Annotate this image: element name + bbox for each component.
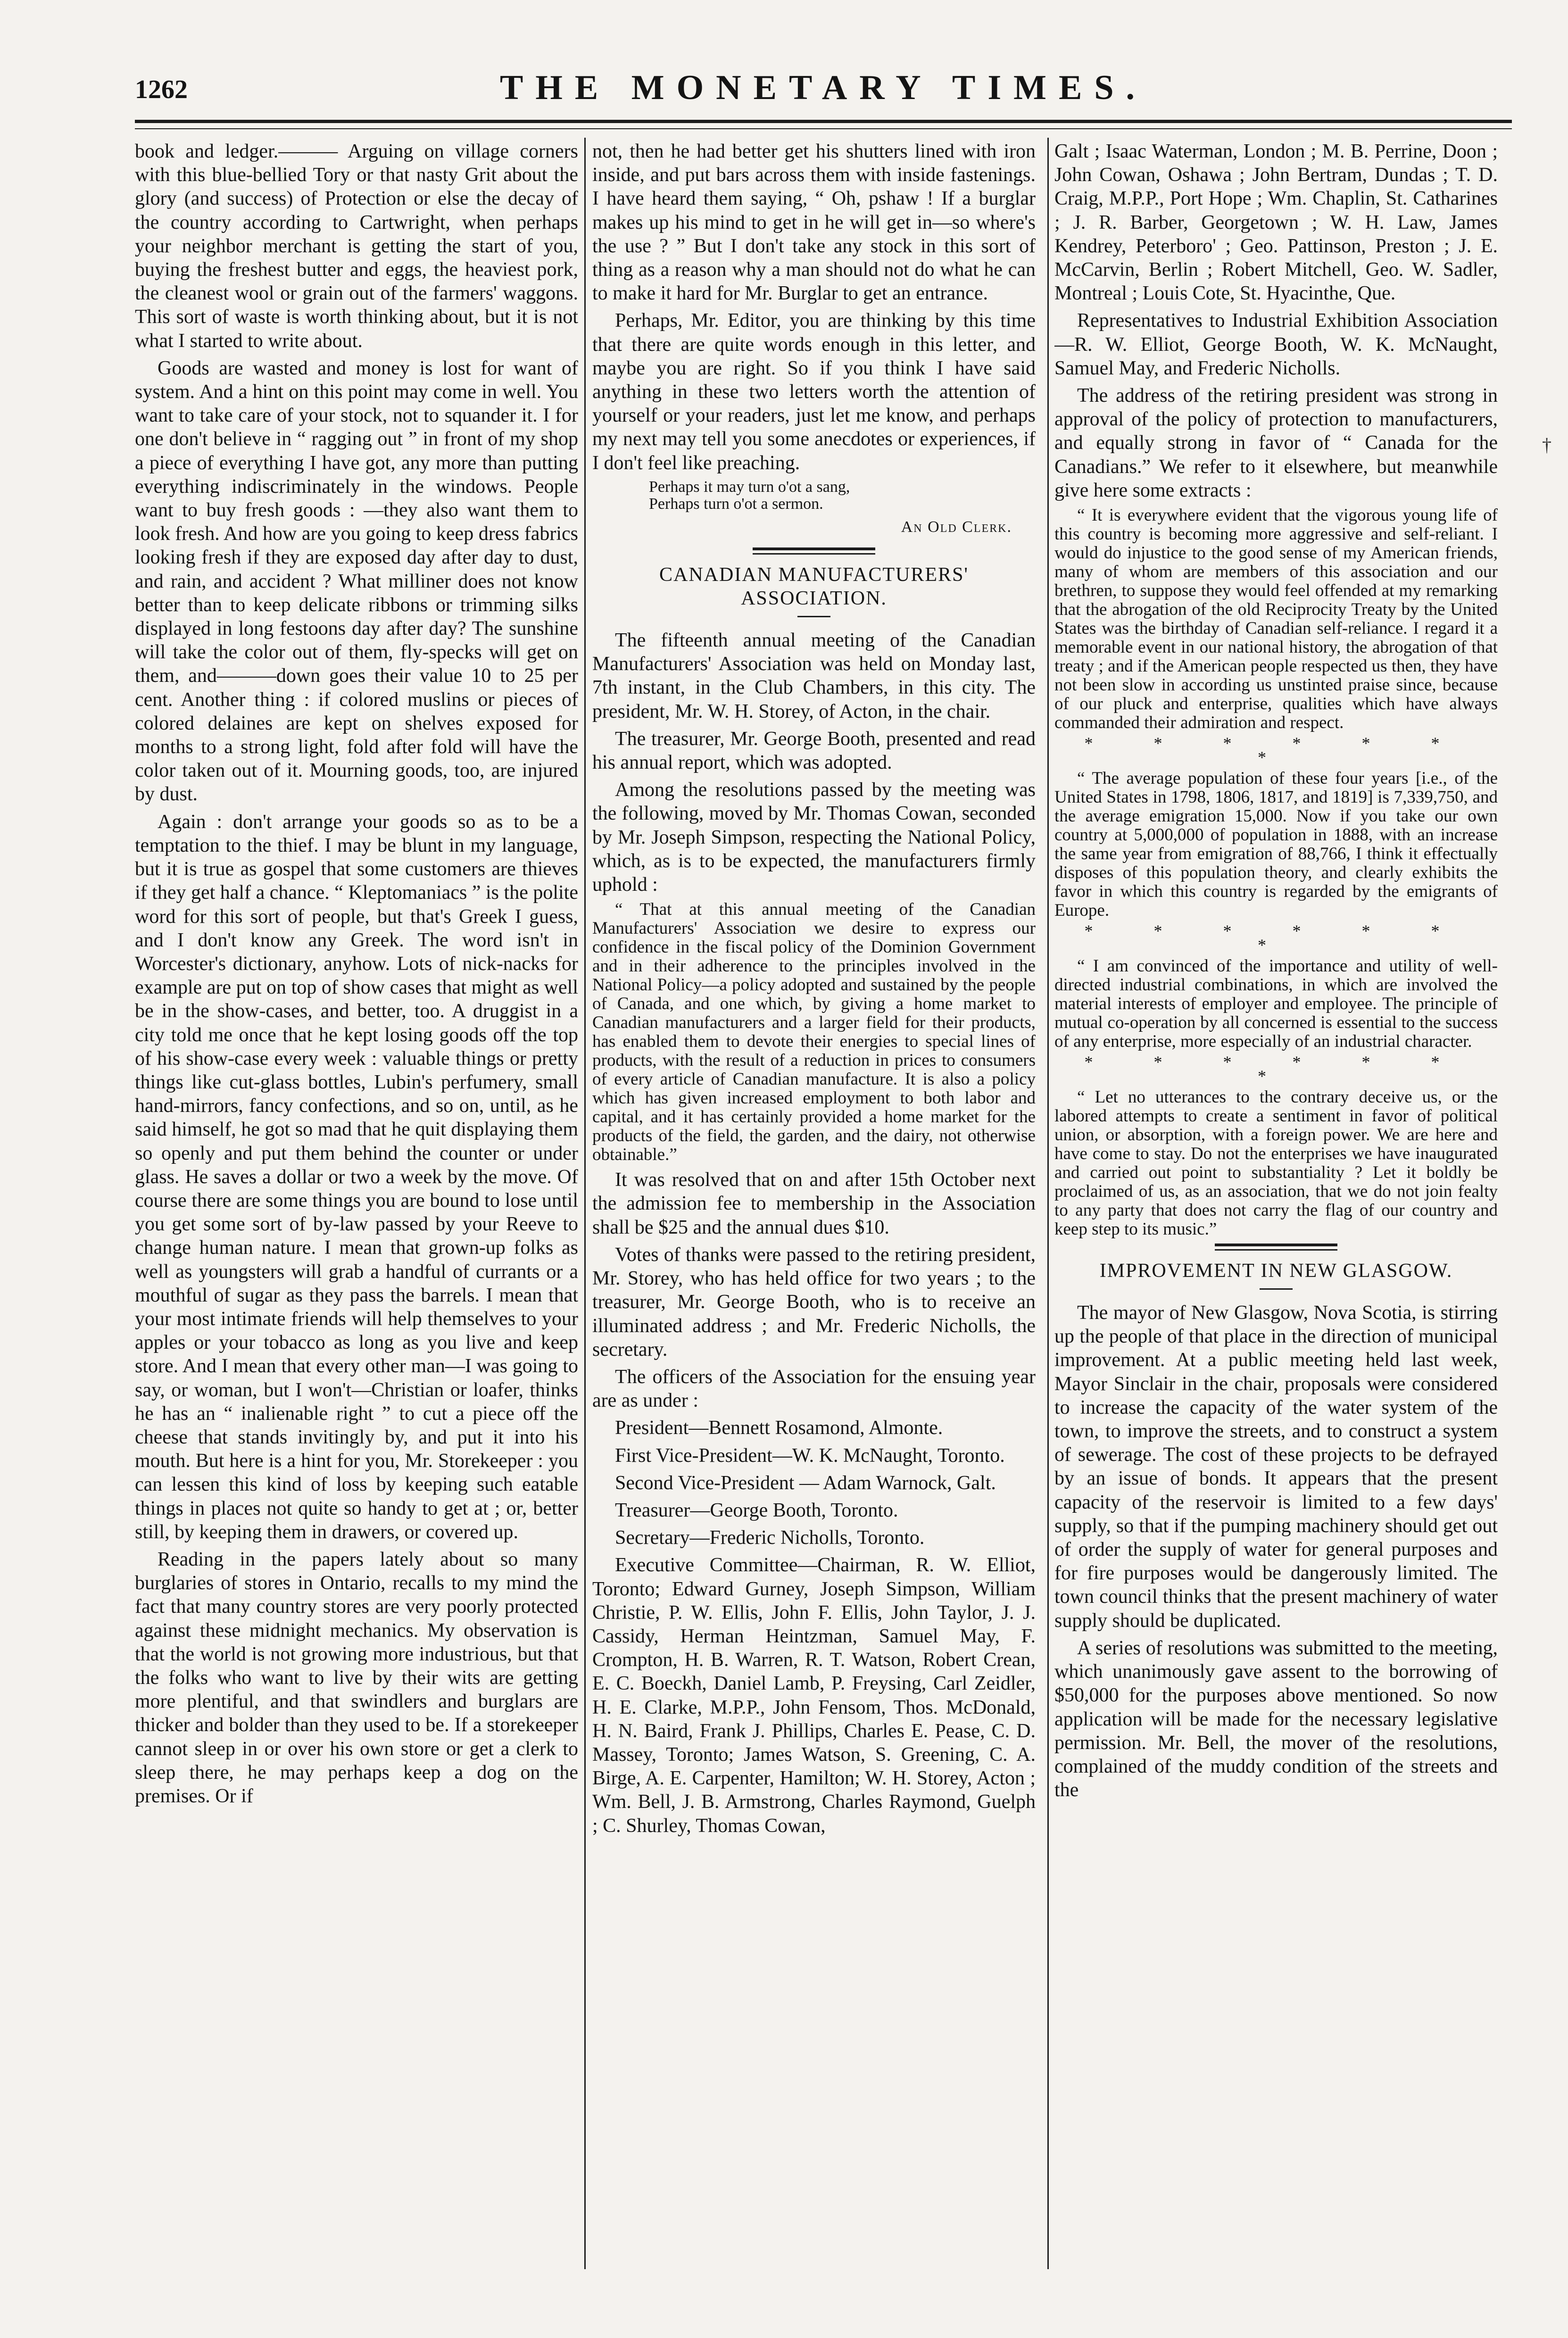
journal-title: THE MONETARY TIMES.: [500, 68, 1147, 107]
paragraph: The fifteenth annual meeting of the Canadian Manufacturers' Association was held on Monday last, 7th instant, in the Club Chambers, in this city. The president, Mr. W. H. Storey, of Acton, in the chair.: [592, 630, 1036, 722]
paragraph: Treasurer—George Booth, Toronto.: [615, 1499, 898, 1521]
paragraph: Second Vice-President — Adam Warnock, Galt.: [615, 1472, 996, 1494]
paragraph: “ I am convinced of the importance and utility of well-directed industrial combinations, in which are involved the material interests of employer and employee. The principle of mutual co-operation by all concerned is essential to the success of any enterprise, more especially of an industrial character.: [1054, 956, 1498, 1052]
paragraph: Representatives to Industrial Exhibition Association—R. W. Elliot, George Booth, W. K. McNaught, Samuel May, and Frederic Nicholls.: [1054, 310, 1498, 379]
page-header: [135, 68, 1512, 113]
paragraph: President—Bennett Rosamond, Almonte.: [615, 1417, 943, 1439]
paragraph: Reading in the papers lately about so many burglaries of stores in Ontario, recalls to my mind the fact that many country stores are very poorly protected against these midnight mechanics. My observation is that the world is not growing more industrious, but that the folks who want to live by their wits are getting more plentiful, and that swindlers and burglars are thicker and bolder than they used to be. If a storekeeper cannot sleep in or over his own store or get a clerk to sleep there, he may perhaps keep a dog on the premises. Or if: [135, 1548, 578, 1807]
paragraph: “ The average population of these four years [i.e., of the United States in 1798, 1806, 1817, and 1819] is 7,339,750, and the average emigration 15,000. Now if you take our own country at 5,000,000 of population in 1888, with an increase the same year from emigration of 88,766, I think it effectually disposes of this population theory, and clearly exhibits the favor in which this country is regarded by the emigrants of Europe.: [1054, 769, 1498, 920]
verse-line: Perhaps turn o'ot a sermon.: [649, 495, 823, 513]
column-middle: [592, 140, 1036, 2290]
ellipsis-stars: * * * * * * *: [1084, 921, 1468, 955]
ellipsis-stars: * * * * * * *: [1084, 1053, 1468, 1086]
paragraph: It was resolved that on and after 15th October next the admission fee to membership in the Association shall be $25 and the annual dues $10.: [592, 1169, 1036, 1238]
paragraph: Among the resolutions passed by the meeting was the following, moved by Mr. Thomas Cowan, seconded by Mr. Joseph Simpson, respecting the National Policy, which, as is to be expected, the manufacturers firmly uphold :: [592, 779, 1036, 896]
verse-line: Perhaps it may turn o'ot a sang,: [649, 478, 850, 496]
letter-continuation: [592, 140, 1036, 475]
paragraph: Goods are wasted and money is lost for want of system. And a hint on this point may come in well. You want to take care of your stock, not to squander it. I for one don't believe in “ ragging out ” in front of my shop a piece of everything I have got, any more than putting everything indiscriminately in the windows. People want to buy fresh goods : —they also want them to look fresh. And how are you going to keep dress fabrics looking fresh if they are exposed day after day to dust, and rain, and accident ? What milliner does not know better than to keep delicate ribbons or trimming silks displayed in long festoons day after day? The sunshine will take the color out of them, fly-specks will get on them, and———down goes their value 10 to 25 per cent. Another thing : if colored muslins or pieces of colored delaines are kept on shelves exposed for months to a strong light, fold after fold will have the color taken out of it. Mourning goods, too, are injured by dust.: [135, 357, 578, 805]
header-rule-thin: [135, 128, 1512, 129]
column-left: [135, 140, 578, 2290]
heading-rule: [1260, 1288, 1293, 1290]
section-divider: [592, 547, 1036, 555]
paragraph: The treasurer, Mr. George Booth, presented and read his annual report, which was adopted.: [592, 728, 1036, 774]
section-heading-new-glasgow: IMPROVEMENT IN NEW GLASGOW.: [1099, 1260, 1453, 1282]
paragraph: Secretary—Frederic Nicholls, Toronto.: [615, 1527, 925, 1549]
page-number: 1262: [135, 75, 188, 104]
ellipsis-stars: * * * * * * *: [1084, 734, 1468, 767]
paragraph: The officers of the Association for the ensuing year are as under :: [592, 1366, 1036, 1412]
letter-signature: An Old Clerk.: [901, 518, 1012, 536]
paragraph: book and ledger.——— Arguing on village corners with this blue-bellied Tory or that nasty Grit about the glory (and success) of Protection or else the decay of the country according to Cartwright, when perhaps your neighbor merchant is getting the start of you, buying the freshest butter and eggs, the heaviest pork, the cleanest wool or grain out of the farmers' waggons. This sort of waste is worth thinking about, but it is not what I started to write about.: [135, 141, 578, 352]
article-new-glasgow: [1054, 1301, 1498, 1802]
paragraph: not, then he had better get his shutters lined with iron inside, and put bars across them with inside fastenings. I have heard them saying, “ Oh, pshaw ! If a burglar makes up his mind to get in he will get in—so where's the use ? ” But I don't take any stock in this sort of thing as a reason why a man should not do what he can to make it hard for Mr. Burglar to get an entrance.: [592, 141, 1036, 305]
section-heading-manufacturers: CANADIAN MANUFACTURERS' ASSOCIATION.: [659, 564, 969, 610]
paragraph: Votes of thanks were passed to the retiring president, Mr. Storey, who has held office for two years ; to the treasurer, Mr. George Booth, who is to receive an illuminated address ; and Mr. Frederic Nicholls, the secretary.: [592, 1244, 1036, 1360]
article-manufacturers-continued: [1054, 140, 1498, 1239]
header-rule-thick: [135, 120, 1512, 123]
heading-rule: [797, 616, 830, 617]
paragraph: “ Let no utterances to the contrary deceive us, or the labored attempts to create a sentiment in favor of political union, or absorption, with a foreign power. We are here and have come to stay. Do not the enterprises we have inaugurated and carried out point to substantiality ? Let it boldly be proclaimed of us, as an association, that we do not join fealty to any party that does not carry the flag of our country and keep step to its music.”: [1054, 1087, 1498, 1239]
paragraph: The mayor of New Glasgow, Nova Scotia, is stirring up the people of that place in the direction of municipal improvement. At a public meeting held last week, Mayor Sinclair in the chair, proposals were considered to increase the capacity of the water system of the town, to improve the streets, and to construct a system of sewerage. The cost of these projects to be defrayed by an issue of bonds. It appears that the present capacity of the reservoir is limited to a few days' supply, so that if the pumping machinery should get out of order the supply of water for general purposes and for fire purposes would be dangerously limited. The town council thinks that the present machinery of water supply should be duplicated.: [1054, 1302, 1498, 1632]
paragraph: The address of the retiring president was strong in approval of the policy of protection to manufacturers, and equally strong in favor of “ Canada for the Canadians.” We refer to it elsewhere, but meanwhile give here some extracts :: [1054, 385, 1498, 501]
paragraph: Executive Committee—Chairman, R. W. Elliot, Toronto; Edward Gurney, Joseph Simpson, William Christie, P. W. Ellis, John F. Ellis, John Taylor, J. J. Cassidy, Herman Heintzman, Samuel May, F. Crompton, H. B. Warren, R. T. Watson, Robert Crean, E. C. Boeckh, Daniel Lamb, P. Freysing, Carl Zeidler, H. E. Clarke, M.P.P., John Fensom, Thos. McDonald, H. N. Baird, Frank J. Phillips, Charles E. Pease, C. D. Massey, Toronto; James Watson, S. Greening, C. A. Birge, A. E. Carpenter, Hamilton; W. H. Storey, Acton ; Wm. Bell, J. B. Armstrong, Charles Raymond, Guelph ; C. Shurley, Thomas Cowan,: [592, 1554, 1036, 1837]
paragraph: Galt ; Isaac Waterman, London ; M. B. Perrine, Doon ; John Cowan, Oshawa ; John Bertram, Dundas ; T. D. Craig, M.P.P., Port Hope ; Wm. Chaplin, St. Catharines ; J. R. Barber, Georgetown ; W. H. Law, James Kendrey, Peterboro' ; Geo. Pattinson, Preston ; J. E. McCarvin, Berlin ; Robert Mitchell, Geo. W. Sadler, Montreal ; Louis Cote, St. Hyacinthe, Que.: [1054, 141, 1498, 305]
column-divider-right: [1047, 138, 1049, 2269]
paragraph: “ It is everywhere evident that the vigorous young life of this country is becoming more aggressive and self-reliant. I would do injustice to the good sense of my American friends, many of whom are members of this association and our brethren, to suppose they would feel offended at my remarking that the abrogation of the old Reciprocity Treaty by the United States was the birthday of Canadian self-reliance. I regard it a memorable event in our national history, the abrogation of that treaty ; and if the American people respected us then, they have not been slow in according us unstinted praise since, because of our pluck and enterprise, qualities which have always commanded their admiration and respect.: [1054, 506, 1498, 733]
article-manufacturers: [592, 629, 1036, 1838]
paragraph: First Vice-President—W. K. McNaught, Toronto.: [615, 1444, 1005, 1467]
paragraph: A series of resolutions was submitted to the meeting, which unanimously gave assent to the borrowing of $50,000 for the purposes above mentioned. So now application will be made for the necessary legislative permission. Mr. Bell, the mover of the resolutions, complained of the muddy condition of the streets and the: [1054, 1637, 1498, 1801]
paragraph: Again : don't arrange your goods so as to be a temptation to the thief. I may be blunt in my language, but it is true as gospel that some customers are thieves if they get half a chance. “ Kleptomaniacs ” is the polite word for this sort of people, but that's Greek I guess, and I don't know any Greek. The word isn't in Worcester's dictionary, anyhow. Lots of nick-nacks for example are put on top of show cases that might as well be in the show-cases, and better, too. A druggist in a city told me once that he kept losing goods off the top of his show-case every week : valuable things or pretty things like cut-glass bottles, Lubin's perfumery, small hand-mirrors, fancy confections, and so on, until, as he said himself, he got so mad that he quit displaying them so openly and put them behind the counter or under glass. He saves a dollar or two a week by the move. Of course there are some things you are bound to lose until you get some sort of by-law passed by your Reeve to change human nature. I mean that grown-up folks as well as youngsters will grab a handful of currants or a mouthful of sugar as they pass the barrels. I mean that your most intimate friends will help themselves to your apples or your tobacco as long as you live and keep store. And I mean that every other man—I was going to say, or woman, but I won't—Christian or loafer, thinks he has an “ inalienable right ” to cut a piece off the cheese that stands invitingly by, and put it into his mouth. But here is a hint for you, Mr. Storekeeper : you can lessen this kind of loss by keeping such eatable things in places not quite so handy to get at ; or, better still, by keeping them in drawers, or covered up.: [135, 811, 578, 1543]
column-divider-left: [584, 138, 586, 2269]
paragraph: Perhaps, Mr. Editor, you are thinking by this time that there are quite words enough in this letter, and maybe you are right. So if you think I have said anything in these two letters worth the attention of yourself or your readers, just let me know, and perhaps my next may tell you some anecdotes or experiences, if I don't feel like preaching.: [592, 310, 1036, 474]
closing-verse: [649, 479, 1036, 513]
paragraph: “ That at this annual meeting of the Canadian Manufacturers' Association we desire to express our confidence in the fiscal policy of the Dominion Government and in their adherence to the principles involved in the National Policy—a policy adopted and sustained by the people of Canada, and one which, by giving a home market to Canadian manufacturers and a larger field for their products, has enabled them to devote their energies to special lines of products, with the result of a reduction in prices to consumers of every article of Canadian manufacture. It is also a policy which has given increased employment to both labor and capital, and it has certainly provided a home market for the products of the field, the garden, and the dairy, not otherwise obtainable.”: [592, 900, 1036, 1165]
margin-mark: †: [1542, 434, 1551, 456]
section-divider: [1054, 1244, 1498, 1251]
column-right: [1054, 140, 1498, 2290]
